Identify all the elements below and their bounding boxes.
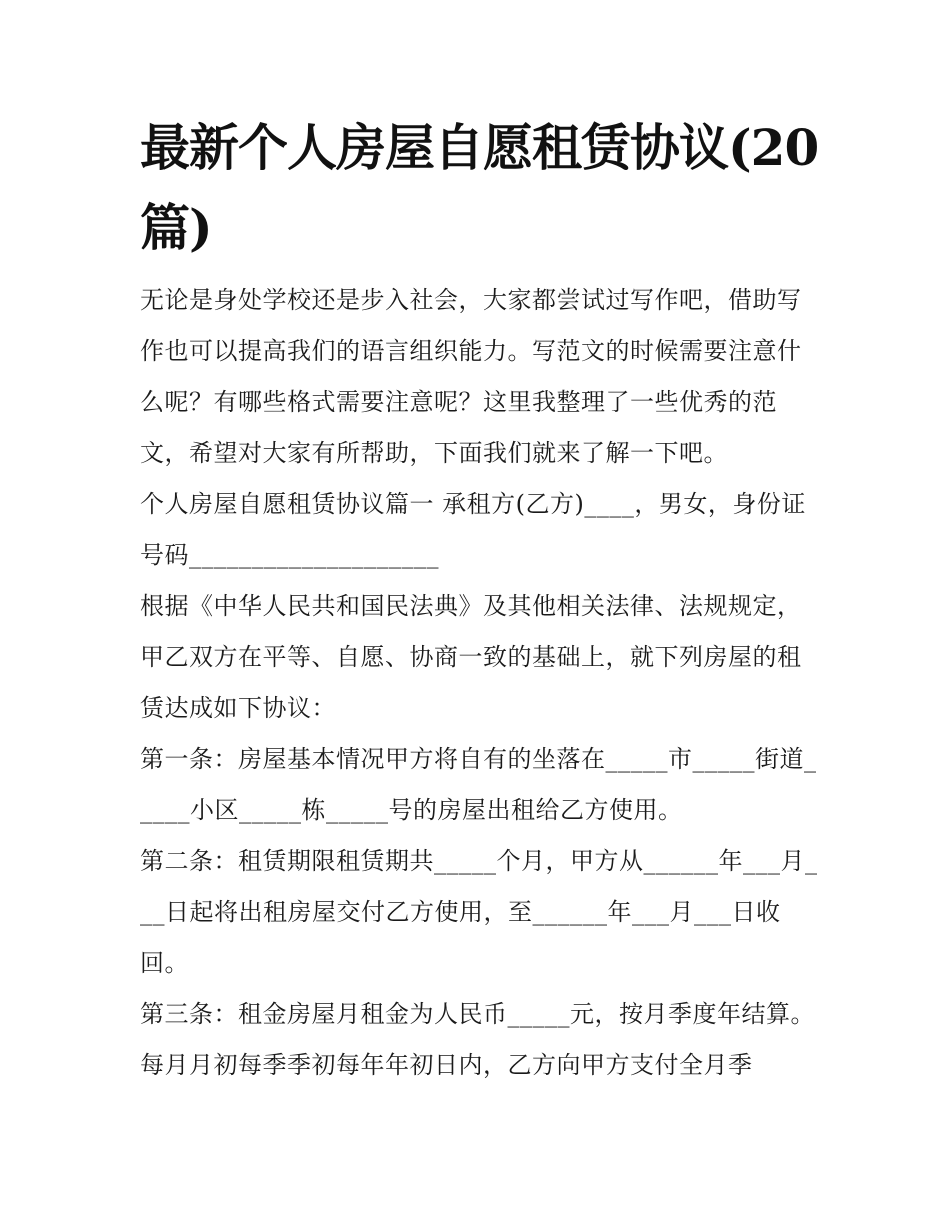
lessee-info-paragraph: 个人房屋自愿租赁协议篇一 承租方(乙方)____，男女，身份证号码____________________	[140, 490, 806, 569]
article-3-paragraph: 第三条：租金房屋月租金为人民币_____元，按月季度年结算。每月月初每季季初每年年初日内，乙方向甲方支付全月季	[140, 1000, 815, 1079]
intro-paragraph: 无论是身处学校还是步入社会，大家都尝试过写作吧，借助写作也可以提高我们的语言组织能力。写范文的时候需要注意什么呢？有哪些格式需要注意呢？这里我整理了一些优秀的范文，希望对大家有所帮助，下面我们就来了解一下吧。	[140, 286, 802, 467]
document-body	[140, 275, 820, 1091]
legal-basis-paragraph: 根据《中华人民共和国民法典》及其他相关法律、法规规定，甲乙双方在平等、自愿、协商一致的基础上，就下列房屋的租赁达成如下协议：	[140, 592, 802, 722]
document-title: 最新个人房屋自愿租赁协议(20篇)	[140, 118, 819, 257]
article-1-paragraph: 第一条：房屋基本情况甲方将自有的坐落在_____市_____街道_____小区_____栋_____号的房屋出租给乙方使用。	[140, 745, 817, 824]
article-2-paragraph: 第二条：租赁期限租赁期共_____个月，甲方从______年___月___日起将出租房屋交付乙方使用，至______年___月___日收回。	[140, 847, 818, 977]
